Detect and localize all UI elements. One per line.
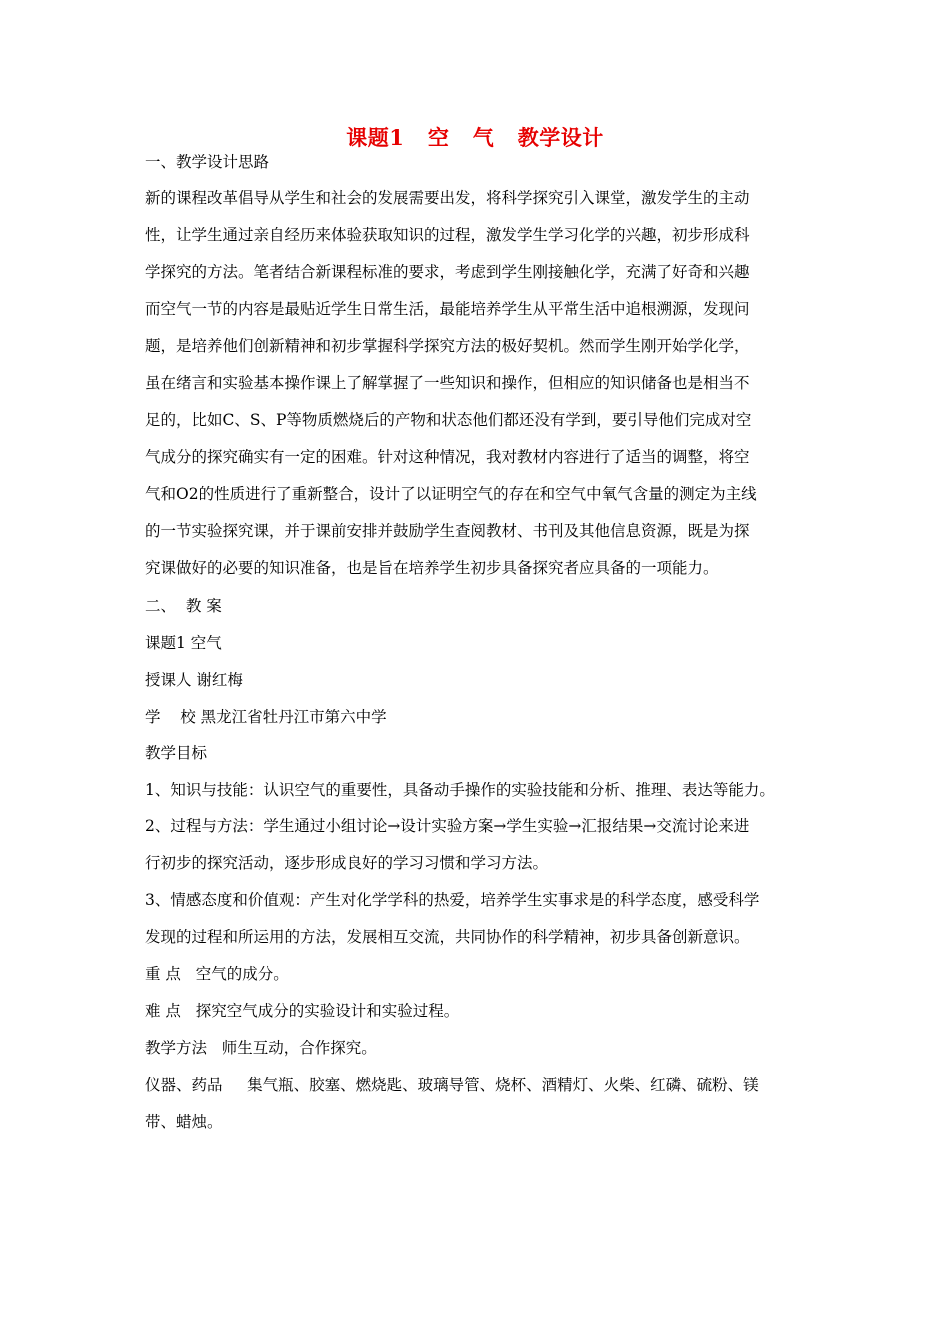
lesson-title: 课题1 空气 <box>145 634 222 652</box>
paragraph-line: 气和O2的性质进行了重新整合，设计了以证明空气的存在和空气中氧气含量的测定为主线 <box>145 485 757 503</box>
objective-line: 行初步的探究活动，逐步形成良好的学习习惯和学习方法。 <box>145 854 549 872</box>
difficulty-point: 难 点 探究空气成分的实验设计和实验过程。 <box>145 1002 460 1020</box>
objective-line: 2、过程与方法：学生通过小组讨论→设计实验方案→学生实验→汇报结果→交流讨论来进 <box>145 817 750 835</box>
paragraph-line: 性，让学生通过亲自经历来体验获取知识的过程，激发学生学习化学的兴趣，初步形成科 <box>145 226 750 244</box>
section-heading-lesson-plan: 二、 教 案 <box>145 597 222 615</box>
paragraph-line: 而空气一节的内容是最贴近学生日常生活，最能培养学生从平常生活中追根溯源，发现问 <box>145 300 750 318</box>
paragraph-line: 学探究的方法。笔者结合新课程标准的要求，考虑到学生刚接触化学，充满了好奇和兴趣 <box>145 263 750 281</box>
paragraph-line: 足的，比如C、S、P等物质燃烧后的产物和状态他们都还没有学到，要引导他们完成对空 <box>145 411 752 429</box>
paragraph-line: 气成分的探究确实有一定的困难。针对这种情况，我对教材内容进行了适当的调整，将空 <box>145 448 750 466</box>
paragraph-line: 究课做好的必要的知识准备，也是旨在培养学生初步具备探究者应具备的一项能力。 <box>145 559 719 577</box>
paragraph-line: 题，是培养他们创新精神和初步掌握科学探究方法的极好契机。然而学生刚开始学化学， <box>145 337 750 355</box>
paragraph-line: 的一节实验探究课，并于课前安排并鼓励学生查阅教材、书刊及其他信息资源，既是为探 <box>145 522 750 540</box>
teacher-name: 授课人 谢红梅 <box>145 671 243 689</box>
key-point: 重 点 空气的成分。 <box>145 965 289 983</box>
objective-line: 发现的过程和所运用的方法，发展相互交流，共同协作的科学精神，初步具备创新意识。 <box>145 928 750 946</box>
objectives-heading: 教学目标 <box>145 744 208 762</box>
school-name: 学 校 黑龙江省牡丹江市第六中学 <box>145 708 387 726</box>
page-title: 课题1 空 气 教学设计 <box>346 125 604 150</box>
paragraph-line: 虽在绪言和实验基本操作课上了解掌握了一些知识和操作，但相应的知识储备也是相当不 <box>145 374 750 392</box>
materials-line: 仪器、药品 集气瓶、胶塞、燃烧匙、玻璃导管、烧杯、酒精灯、火柴、红磷、硫粉、镁 <box>145 1076 759 1094</box>
objective-line: 1、知识与技能：认识空气的重要性，具备动手操作的实验技能和分析、推理、表达等能力。 <box>145 781 775 799</box>
paragraph-line: 新的课程改革倡导从学生和社会的发展需要出发，将科学探究引入课堂，激发学生的主动 <box>145 189 750 207</box>
section-heading-design-idea: 一、教学设计思路 <box>145 153 270 171</box>
materials-line: 带、蜡烛。 <box>145 1113 223 1131</box>
objective-line: 3、情感态度和价值观：产生对化学学科的热爱，培养学生实事求是的科学态度，感受科学 <box>145 891 760 909</box>
teaching-method: 教学方法 师生互动，合作探究。 <box>145 1039 377 1057</box>
